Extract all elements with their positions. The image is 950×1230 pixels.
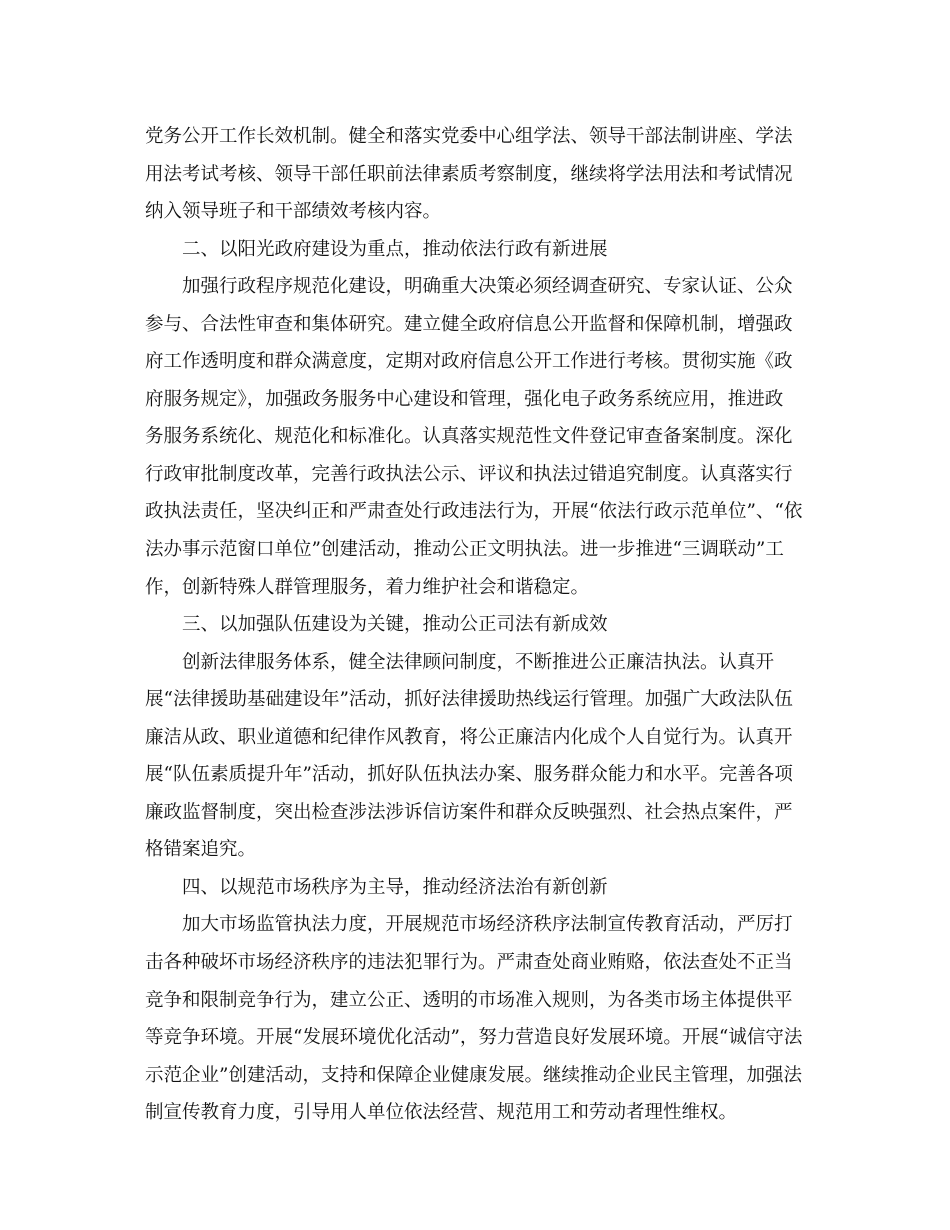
paragraph-line: 廉洁从政、职业道德和纪律作风教育，将公正廉洁内化成个人自觉行为。认真开 — [145, 726, 793, 748]
paragraph-line: 示范企业”创建活动，支持和保障企业健康发展。继续推动企业民主管理，加强法 — [145, 1064, 802, 1086]
paragraph-line: 廉政监督制度，突出检查涉法涉诉信访案件和群众反映强烈、社会热点案件，严 — [145, 801, 793, 823]
paragraph-line: 务服务系统化、规范化和标准化。认真落实规范性文件登记审查备案制度。深化 — [145, 426, 793, 448]
section-heading-4: 四、以规范市场秩序为主导，推动经济法治有新创新 — [182, 876, 608, 898]
paragraph-line: 展“法律援助基础建设年”活动，抓好法律援助热线运行管理。加强广大政法队伍 — [145, 689, 793, 711]
paragraph-line: 加强行政程序规范化建设，明确重大决策必须经调查研究、专家认证、公众 — [182, 276, 793, 298]
paragraph-line: 加大市场监管执法力度，开展规范市场经济秩序法制宣传教育活动，严厉打 — [182, 914, 793, 936]
paragraph-line: 竞争和限制竞争行为，建立公正、透明的市场准入规则，为各类市场主体提供平 — [145, 989, 793, 1011]
paragraph-line: 格错案追究。 — [145, 839, 257, 861]
paragraph-line: 纳入领导班子和干部绩效考核内容。 — [145, 201, 442, 223]
document-body — [145, 118, 809, 1132]
paragraph-line: 作，创新特殊人群管理服务，着力维护社会和谐稳定。 — [145, 576, 590, 598]
paragraph-line: 参与、合法性审查和集体研究。建立健全政府信息公开监督和保障机制，增强政 — [145, 313, 793, 335]
paragraph-line: 制宣传教育力度，引导用人单位依法经营、规范用工和劳动者理性维权。 — [145, 1102, 738, 1124]
section-heading-2: 二、以阳光政府建设为重点，推动依法行政有新进展 — [182, 238, 608, 260]
paragraph-line: 等竞争环境。开展“发展环境优化活动”，努力营造良好发展环境。开展“诚信守法 — [145, 1027, 803, 1049]
paragraph-line: 法办事示范窗口单位”创建活动，推动公正文明执法。进一步推进“三调联动”工 — [145, 539, 784, 561]
paragraph-line: 击各种破坏市场经济秩序的违法犯罪行为。严肃查处商业贿赂，依法查处不正当 — [145, 952, 793, 974]
section-heading-3: 三、以加强队伍建设为关键，推动公正司法有新成效 — [182, 614, 608, 636]
paragraph-line: 府服务规定》，加强政务服务中心建设和管理，强化电子政务系统应用，推进政 — [145, 388, 784, 410]
paragraph-line: 创新法律服务体系，健全法律顾问制度，不断推进公正廉洁执法。认真开 — [182, 651, 775, 673]
paragraph-line: 行政审批制度改革，完善行政执法公示、评议和执法过错追究制度。认真落实行 — [145, 463, 793, 485]
paragraph-line: 府工作透明度和群众满意度，定期对政府信息公开工作进行考核。贯彻实施《政 — [145, 351, 793, 373]
paragraph-line: 展“队伍素质提升年”活动，抓好队伍执法办案、服务群众能力和水平。完善各项 — [145, 764, 793, 786]
paragraph-line: 政执法责任，坚决纠正和严肃查处行政违法行为，开展“依法行政示范单位”、“依 — [145, 501, 803, 523]
paragraph-line: 党务公开工作长效机制。健全和落实党委中心组学法、领导干部法制讲座、学法 — [145, 126, 793, 147]
paragraph-line: 用法考试考核、领导干部任职前法律素质考察制度，继续将学法用法和考试情况 — [145, 163, 793, 185]
